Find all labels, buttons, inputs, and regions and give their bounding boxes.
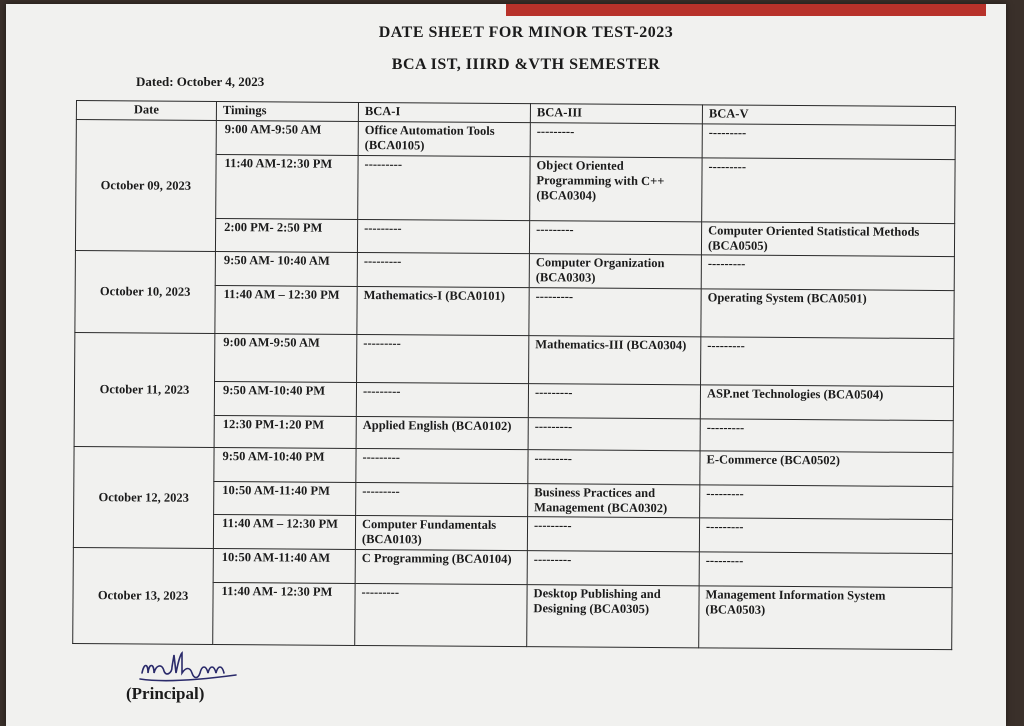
table-row	[73, 547, 952, 587]
bca5-cell: ---------	[701, 255, 954, 291]
bca1-cell: ---------	[355, 583, 527, 646]
exam-date-cell: October 11, 2023	[74, 332, 215, 447]
timing-cell: 9:50 AM-10:40 PM	[214, 447, 356, 482]
timing-cell: 10:50 AM-11:40 PM	[214, 481, 356, 515]
timing-cell: 11:40 AM-12:30 PM	[216, 154, 358, 219]
bca5-cell: ---------	[700, 419, 953, 453]
bca3-cell: ---------	[527, 551, 699, 586]
bca3-cell: Object Oriented Programming with C++ (BCA0304)	[530, 157, 702, 222]
bca3-cell: Business Practices and Management (BCA0302)	[528, 484, 700, 518]
bca5-cell: ---------	[701, 337, 954, 387]
bca1-cell: C Programming (BCA0104)	[355, 549, 527, 584]
bca1-cell: Mathematics-I (BCA0101)	[357, 286, 529, 335]
bca1-cell: ---------	[357, 252, 529, 287]
bca5-cell: E-Commerce (BCA0502)	[700, 451, 953, 487]
exam-date-cell: October 13, 2023	[73, 547, 214, 644]
exam-schedule-table	[72, 100, 956, 650]
bca5-cell: Management Information System (BCA0503)	[699, 586, 952, 650]
timing-cell: 9:00 AM-9:50 AM	[215, 333, 357, 382]
bca3-cell: ---------	[529, 221, 701, 255]
bca1-cell: Computer Fundamentals (BCA0103)	[355, 515, 527, 550]
timing-cell: 10:50 AM-11:40 AM	[213, 548, 355, 583]
header-bca5: BCA-V	[702, 105, 955, 126]
bca5-cell: ---------	[700, 485, 953, 520]
bca3-cell: Mathematics-III (BCA0304)	[529, 336, 701, 385]
bca3-cell: ---------	[527, 517, 699, 552]
bca5-cell: ---------	[702, 158, 955, 224]
header-date: Date	[76, 101, 216, 121]
header-bca1: BCA-I	[358, 102, 530, 122]
bca5-cell: ---------	[699, 552, 952, 588]
table-row	[74, 446, 953, 486]
timing-cell: 9:50 AM-10:40 PM	[214, 381, 356, 416]
exam-date-cell: October 10, 2023	[75, 250, 216, 333]
principal-label: (Principal)	[126, 684, 205, 703]
bca5-cell: ASP.net Technologies (BCA0504)	[700, 385, 953, 421]
bca1-cell: ---------	[356, 448, 528, 483]
bca1-cell: Office Automation Tools (BCA0105)	[358, 121, 530, 156]
exam-date-cell: October 09, 2023	[75, 120, 216, 252]
bca1-cell: Applied English (BCA0102)	[356, 416, 528, 449]
timing-cell: 11:40 AM- 12:30 PM	[213, 582, 355, 645]
bca1-cell: ---------	[356, 482, 528, 516]
date-sheet-paper	[6, 4, 1006, 726]
bca5-cell: Operating System (BCA0501)	[701, 289, 954, 339]
bca3-cell: ---------	[529, 288, 701, 337]
timing-cell: 9:50 AM- 10:40 AM	[215, 251, 357, 286]
bca3-cell: ---------	[528, 418, 700, 451]
table-row	[75, 332, 954, 386]
bca5-cell: Computer Oriented Statistical Methods (BCA0505)	[701, 222, 954, 257]
bca1-cell: ---------	[358, 155, 530, 220]
exam-date-cell: October 12, 2023	[73, 446, 214, 548]
timing-cell: 11:40 AM – 12:30 PM	[215, 285, 357, 334]
bca5-cell: ---------	[699, 518, 952, 554]
principal-signature	[136, 649, 246, 685]
bca1-cell: ---------	[356, 382, 528, 417]
bca1-cell: ---------	[357, 219, 529, 253]
document-subtitle: BCA IST, IIIRD &VTH SEMESTER	[391, 56, 661, 73]
header-timings: Timings	[216, 101, 358, 121]
bca5-cell: ---------	[702, 124, 955, 160]
red-folder-edge	[506, 4, 986, 16]
bca1-cell: ---------	[357, 334, 529, 383]
bca3-cell: ---------	[528, 384, 700, 419]
timing-cell: 11:40 AM – 12:30 PM	[213, 514, 355, 549]
table-row	[76, 120, 955, 160]
bca3-cell: Desktop Publishing and Designing (BCA0305)	[527, 585, 699, 648]
schedule-body	[73, 120, 956, 650]
timing-cell: 9:00 AM-9:50 AM	[216, 120, 358, 155]
header-bca3: BCA-III	[530, 104, 702, 124]
table-row	[75, 250, 954, 290]
timing-cell: 2:00 PM- 2:50 PM	[215, 218, 357, 252]
dated-line: Dated: October 4, 2023	[136, 74, 265, 89]
bca3-cell: ---------	[530, 123, 702, 158]
timing-cell: 12:30 PM-1:20 PM	[214, 415, 356, 448]
bca3-cell: Computer Organization (BCA0303)	[529, 254, 701, 289]
document-title: DATE SHEET FOR MINOR TEST-2023	[378, 24, 674, 41]
bca3-cell: ---------	[528, 450, 700, 485]
